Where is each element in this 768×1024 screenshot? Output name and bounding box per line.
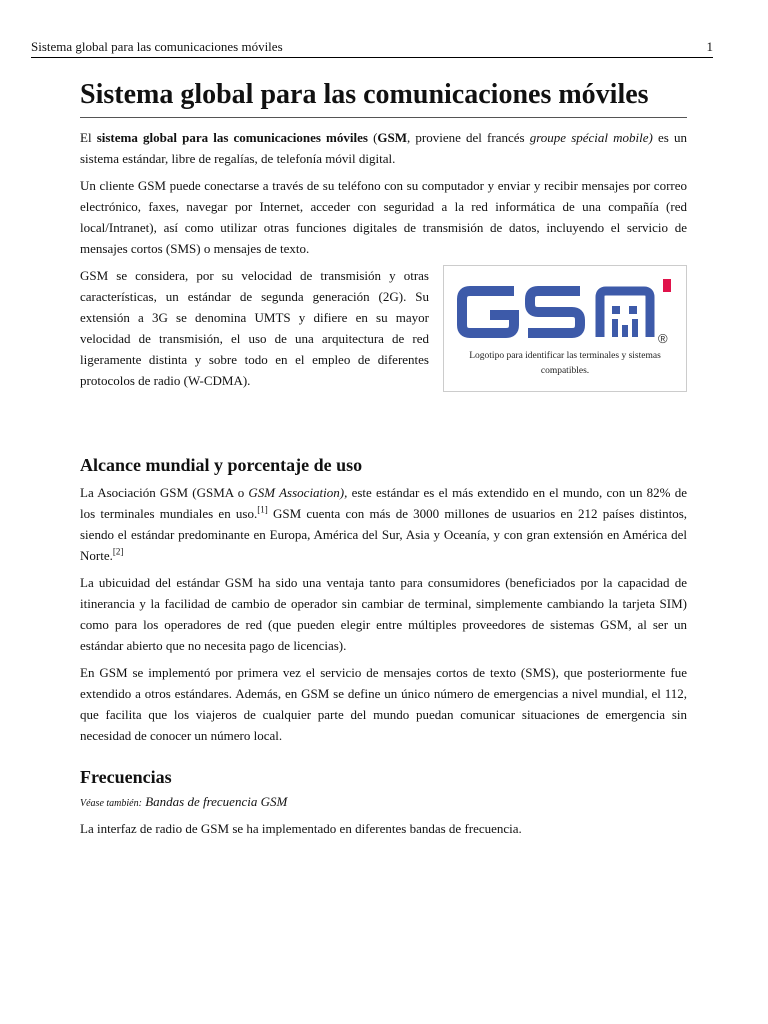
intro-text-suffix: es un sistema estándar, libre de regalías, de telefonía móvil digital. [80,130,687,166]
see-also-label: Véase también: [80,798,142,809]
page-number: 1 [706,39,713,54]
section1-paragraph-3: En GSM se implementó por primera vez el servicio de mensajes cortos de texto (SMS), que posteriormente fue extendido a otros estándares. Además, en GSM se define un único número de emergencias a nivel mundial, el 112, que facilita que los viajeros de cualquier parte del mundo puedan comunicar situaciones de emergencia sin necesidad de conocer un número local. [80,665,687,743]
see-also-note [80,792,687,814]
gsm-logo-accent-square [663,279,671,292]
intro-bold-acronym: GSM [377,130,408,145]
reference-2[interactable]: [2] [112,546,124,557]
figure-caption: Logotipo para identificar las terminales y sistemas compatibles. [469,351,661,376]
gsm-logo-bar [632,319,638,337]
gsm-logo-g [462,291,514,333]
section1-paragraph-2: La ubicuidad del estándar GSM ha sido una ventaja tanto para consumidores (beneficiados por la capacidad de itinerancia y la facilidad de cambio de operador sin cambiar de terminal, simplemente cambiando la tarjeta SIM) como para los operadores de red (que pueden elegir entre múltiples proveedores de sistemas GSM, al ser un estándar abierto que no necesita pago de licencias). [80,575,687,653]
gsm-logo-dot [612,306,620,314]
section1-text-mid: este estándar es el más extendido en el mundo, con un 82% de los terminales mundiales en uso. [80,485,687,521]
running-header [31,38,713,58]
gsm-logo-bar [622,325,628,337]
intro-text-prefix: El [80,130,97,145]
section1-text-mid2: GSM cuenta con más de 3000 millones de usuarios en 212 países distintos, siendo el estándar predominante en Europa, América del Sur, Asia y Oceanía, y con gran extensión en América del Norte. [80,506,688,563]
intro-text-mid: ( [367,130,378,145]
section-heading-alcance: Alcance mundial y porcentaje de uso [80,455,363,475]
intro-text-after: , proviene del francés [407,130,530,145]
gsm-logo-s [528,291,580,333]
section-heading-frecuencias: Frecuencias [80,767,172,787]
gsm-logo-icon [456,279,674,345]
section1-italic-term: GSM Association), [248,485,348,500]
intro-with-figure [80,265,687,398]
section1-paragraph-1 [80,482,687,566]
gsm-logo-dot [629,306,637,314]
page-title: Sistema global para las comunicaciones móviles [80,78,687,118]
logo-figure [443,265,687,392]
intro-paragraph-2: Un cliente GSM puede conectarse a través de su teléfono con su computador y enviar y recibir mensajes por correo electrónico, faxes, navegar por Internet, acceder con seguridad a la red informática de una compañía (red local/Intranet), así como utilizar otras funciones digitales de transmisión de datos, incluyendo el servicio de mensajes cortos (SMS) o mensajes de texto. [80,178,687,256]
article-body [80,78,687,845]
intro-italic-term: groupe spécial mobile) [529,130,653,145]
section1-text-prefix: La Asociación GSM (GSMA o [80,485,249,500]
intro-paragraph-1 [80,127,687,169]
gsm-logo-letters [462,291,650,337]
reference-1[interactable]: [1] [257,504,268,515]
running-header-title: Sistema global para las comunicaciones móviles [31,39,283,54]
intro-paragraph-3: GSM se considera, por su velocidad de transmisión y otras características, un estándar de segunda generación (2G). Su extensión a 3G se denomina UMTS y difiere en su mayor velocidad de transmisión, el uso de una arquitectura de red ligeramente distinta y sobre todo en el empleo de diferentes protocolos de radio (W-CDMA). [80,268,429,388]
gsm-logo-registered-mark: ® [658,331,668,345]
gsm-logo-bar [612,319,618,337]
intro-bold-term: sistema global para las comunicaciones móviles [96,130,368,145]
section2-paragraph-1: La interfaz de radio de GSM se ha implementado en diferentes bandas de frecuencia. [80,821,522,836]
see-also-link[interactable]: Bandas de frecuencia GSM [145,794,288,809]
